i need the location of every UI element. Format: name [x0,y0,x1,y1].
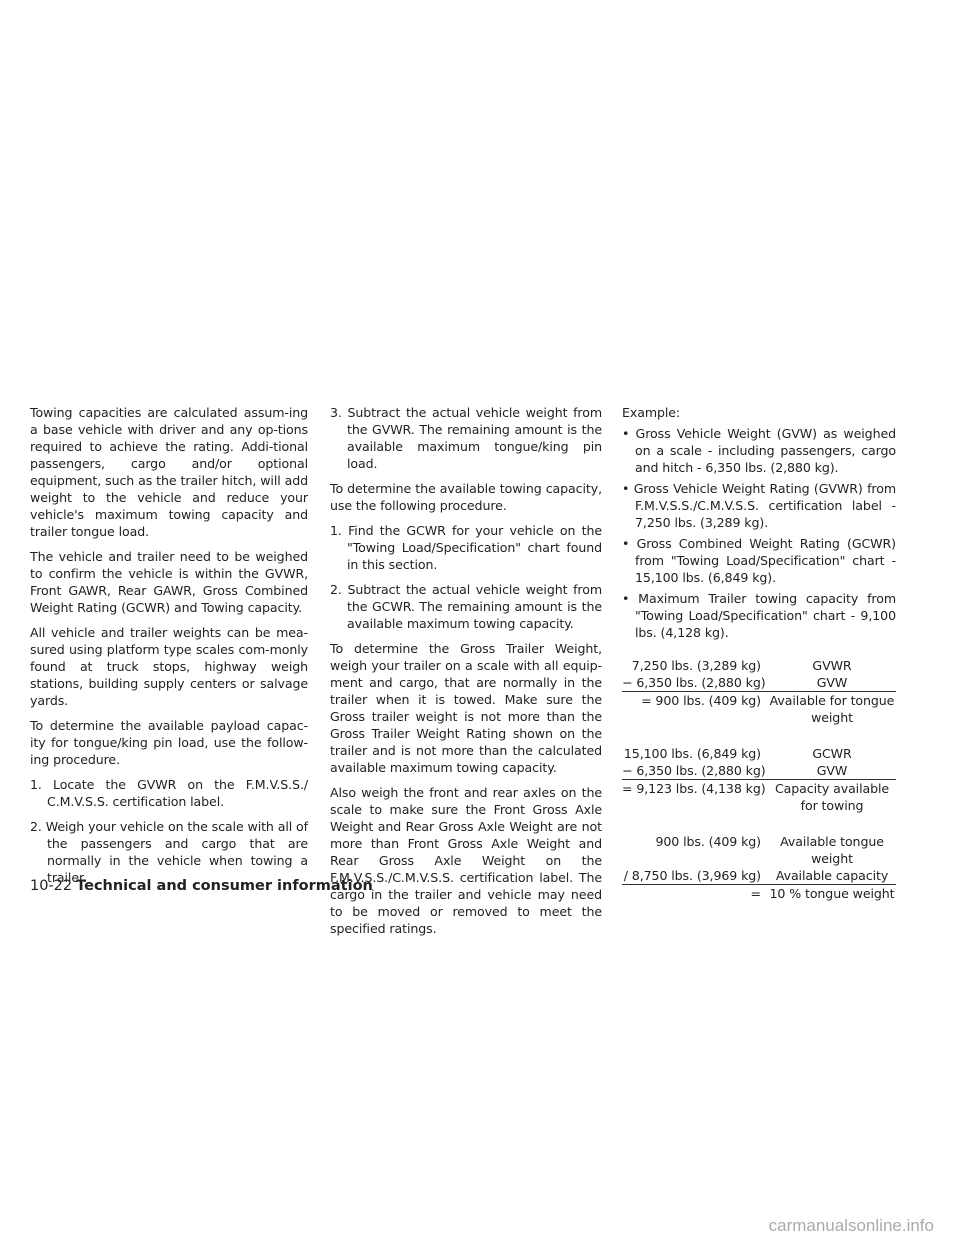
calc-row [622,867,896,884]
calc-value: = [750,886,761,901]
calc-result-row [622,884,896,902]
calculation-tongue-ratio [622,833,896,902]
calc-value: 900 lbs. (409 kg) [655,834,761,849]
calc-value: = 9,123 lbs. (4,138 kg) [622,781,766,796]
bullet-item: • Gross Combined Weight Rating (GCWR) from "Towing Load/Specification" chart - 15,100 lbs. (6,849 kg). [622,536,896,585]
calc-value: 15,100 lbs. (6,849 kg) [623,746,761,761]
paragraph: To determine the available towing capacity, use the following procedure. [330,481,602,513]
example-heading: Example: [622,405,681,420]
calc-result-row [622,779,896,814]
calculation-gcwr [622,745,896,814]
calc-label: GVW [816,763,848,778]
numbered-step: 2. Subtract the actual vehicle weight from the GCWR. The remaining amount is the available maximum towing capacity. [330,582,602,631]
calc-label: GVW [816,675,848,690]
section-title: Technical and consumer information [76,878,373,894]
paragraph: All vehicle and trailer weights can be mea-sured using platform type scales com-monly found at truck stops, highway weigh stations, building supply centers or salvage yards. [30,625,308,708]
bullet-item: • Gross Vehicle Weight (GVW) as weighed on a scale - including passengers, cargo and hitch - 6,350 lbs. (2,880 kg). [622,426,896,475]
calc-row [622,674,896,691]
calc-result-row [622,691,896,726]
calc-label: 10 % tongue weight [769,886,895,901]
watermark: carmanualsonline.info [768,1216,934,1235]
paragraph: To determine the Gross Trailer Weight, weigh your trailer on a scale with all equip-ment and cargo, that are normally in the trailer when it is towed. Make sure the Gross trailer weight is not more than the Gross Trailer Weight Rating shown on the trailer and is not more than the calculated available maximum towing capacity. [330,641,602,775]
bullet-item: • Maximum Trailer towing capacity from "Towing Load/Specification" chart - 9,100 lbs. (4,128 kg). [622,591,896,640]
calc-label: Available for tongue weight [769,693,895,725]
calc-label: GCWR [812,746,852,761]
calc-value: − 6,350 lbs. (2,880 kg) [622,763,766,778]
calc-label: Available tongue weight [780,834,884,866]
calc-label: Available capacity [775,868,889,883]
paragraph: Also weigh the front and rear axles on the scale to make sure the Front Gross Axle Weight and Rear Gross Axle Weight are not more than Front Gross Axle Weight and Rear Gross Axle Weight on the F.M.V.S.S./C.M.V.S.S. certification label. The cargo in the trailer and vehicle may need to be moved or removed to meet the specified ratings. [330,785,602,936]
paragraph: Towing capacities are calculated assum-ing a base vehicle with driver and any op-tions required to achieve the rating. Addi-tional passengers, cargo and/or optional equipment, such as the trailer hitch, will add weight to the vehicle and reduce your vehicle's maximum towing capacity and trailer tongue load. [30,405,308,539]
numbered-step: 1. Locate the GVWR on the F.M.V.S.S./ C.M.V.S.S. certification label. [30,777,308,809]
calculation-gvwr [622,657,896,726]
paragraph: The vehicle and trailer need to be weighed to confirm the vehicle is within the GVWR, Front GAWR, Rear GAWR, Gross Combined Weight Rating (GCWR) and Towing capacity. [30,549,308,615]
numbered-step: 2. Weigh your vehicle on the scale with all of the passengers and cargo that are normally in the vehicle when towing a trailer. [30,819,308,885]
calc-value: / 8,750 lbs. (3,969 kg) [623,868,761,883]
paragraph: To determine the available payload capac-ity for tongue/king pin load, use the follow-ing procedure. [30,718,308,767]
numbered-step: 3. Subtract the actual vehicle weight from the GVWR. The remaining amount is the available maximum tongue/king pin load. [330,405,602,471]
text-column-left [30,404,308,894]
calc-row [622,657,896,674]
calc-row [622,745,896,762]
calc-value: = 900 lbs. (409 kg) [641,693,761,708]
calc-row [622,762,896,779]
page-footer [30,876,373,896]
calc-label: GVWR [812,658,852,673]
calc-row [622,833,896,867]
text-column-right [622,404,896,902]
page-number: 10-22 [30,878,73,894]
calc-value: 7,250 lbs. (3,289 kg) [631,658,761,673]
numbered-step: 1. Find the GCWR for your vehicle on the "Towing Load/Specification" chart found in this section. [330,523,602,572]
calc-label: Capacity available for towing [774,781,890,813]
text-column-middle [330,404,602,945]
bullet-item: • Gross Vehicle Weight Rating (GVWR) from F.M.V.S.S./C.M.V.S.S. certification label - 7,250 lbs. (3,289 kg). [622,481,896,530]
calc-value: − 6,350 lbs. (2,880 kg) [622,675,766,690]
